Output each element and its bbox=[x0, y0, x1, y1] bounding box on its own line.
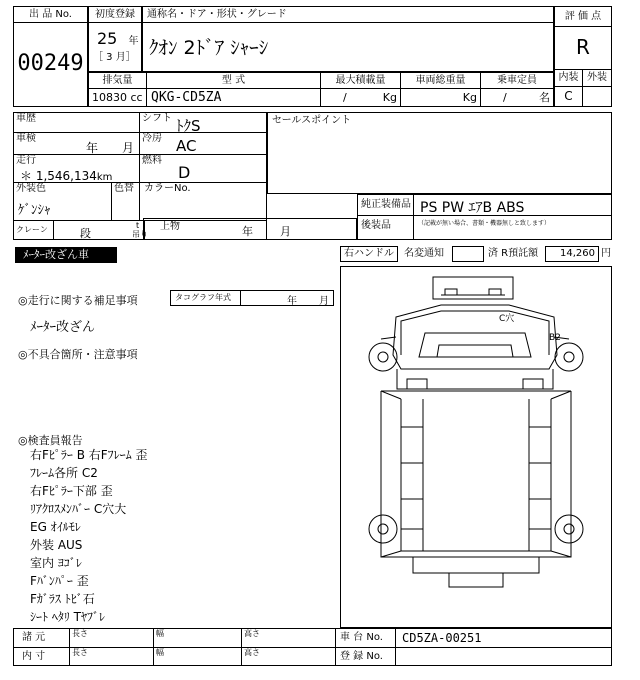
interior-value: C bbox=[555, 87, 583, 106]
recycle-unit: 円 bbox=[601, 248, 611, 259]
displacement-unit: cc bbox=[130, 91, 143, 104]
history-label: 車歴 bbox=[14, 113, 140, 132]
interior-exterior-values bbox=[555, 86, 611, 106]
inspector-line: EG ｵｲﾙﾓﾚ bbox=[30, 520, 81, 534]
chassis-value: CD5ZA-00251 bbox=[402, 631, 482, 645]
exterior-value bbox=[583, 87, 611, 106]
front-right-wheel bbox=[555, 343, 583, 371]
dims-length-label: 長さ bbox=[70, 629, 154, 647]
dims-height-label: 高さ bbox=[242, 629, 336, 647]
capacity-label: 乗車定員 bbox=[481, 73, 553, 89]
truck-diagram-box bbox=[340, 266, 612, 628]
interior-exterior-labels bbox=[555, 69, 611, 86]
mirror-frame bbox=[433, 277, 513, 299]
grade-label: 評 価 点 bbox=[555, 7, 611, 27]
type-cell bbox=[147, 73, 321, 106]
tachograph-year: 年 bbox=[287, 296, 297, 307]
right-hand-label: 右ハンドル bbox=[340, 246, 398, 262]
fuel-value: D bbox=[178, 163, 191, 182]
inspection-cell bbox=[14, 133, 140, 154]
inspector-line: 右Fﾋﾟﾗｰ下部 歪 bbox=[30, 484, 113, 498]
interior-length-label: 長さ bbox=[70, 648, 154, 665]
selling-points-label: セールスポイント bbox=[272, 115, 352, 126]
shift-label: シフト bbox=[142, 113, 172, 124]
shift-value: ﾄｸS bbox=[176, 117, 201, 135]
tachograph-month: 月 bbox=[319, 296, 329, 307]
footer-table bbox=[13, 628, 612, 666]
crane-dan: 段 bbox=[80, 227, 91, 240]
loading-label: 上物 bbox=[160, 221, 180, 232]
lot-number-box bbox=[13, 6, 88, 107]
first-registration-month: ［ 3 月］ bbox=[93, 52, 136, 63]
loading-box bbox=[143, 218, 357, 240]
mileage-unit: km bbox=[96, 172, 113, 183]
year-unit: 年 bbox=[128, 36, 139, 47]
front-left-wheel bbox=[369, 343, 397, 371]
equipment-label: 純正装備品 bbox=[358, 195, 414, 215]
model-label: 通称名・ドア・形状・グレード bbox=[143, 7, 553, 23]
equipment-value: PS PW ｴｱB ABS bbox=[420, 200, 525, 216]
interior-dims-row bbox=[14, 648, 611, 666]
max-load-unit: Kg bbox=[382, 91, 397, 104]
inspection-month: 月 bbox=[122, 141, 135, 155]
driving-notes-label: ◎走行に関する補足事項 bbox=[18, 294, 138, 307]
inspector-line: ﾌﾚｰﾑ各所 C2 bbox=[30, 466, 98, 480]
interior-dims-label: 内 寸 bbox=[14, 648, 70, 665]
equipment-box bbox=[357, 194, 612, 216]
displacement-row bbox=[89, 89, 146, 106]
exterior-label: 外装 bbox=[587, 72, 607, 83]
dims-row bbox=[14, 629, 611, 648]
color-row bbox=[14, 183, 266, 221]
driving-note: ﾒｰﾀｰ改ざん bbox=[30, 320, 96, 335]
mileage-display bbox=[20, 167, 112, 184]
recycle-value-box bbox=[545, 246, 599, 262]
color-code-label: カラーNo. bbox=[144, 183, 191, 194]
inspector-line: ｼｰﾄ ﾍﾀﾘ Tﾔﾌﾞﾚ bbox=[30, 610, 105, 624]
color-value: ｹﾞﾝｼｬ bbox=[18, 203, 51, 218]
ac-label: 冷房 bbox=[142, 133, 162, 144]
max-load-label: 最大積載量 bbox=[321, 73, 400, 89]
capacity-cell bbox=[481, 73, 553, 106]
rear-bumper bbox=[449, 573, 503, 587]
max-load-cell bbox=[321, 73, 401, 106]
fuel-label: 燃料 bbox=[142, 155, 162, 166]
crane-t: t bbox=[136, 221, 140, 230]
truck-diagram bbox=[341, 267, 611, 627]
inspection-year: 年 bbox=[86, 141, 99, 155]
tachograph-box bbox=[170, 290, 334, 306]
color-cell bbox=[14, 183, 112, 220]
ac-value: AC bbox=[176, 137, 197, 155]
displacement-cell bbox=[89, 73, 147, 106]
inspector-line: Fﾊﾞﾝﾊﾟｰ 歪 bbox=[30, 574, 89, 588]
interior-height-label: 高さ bbox=[242, 648, 336, 665]
gross-weight-unit: Kg bbox=[462, 91, 477, 104]
recycle-value: 14,260 bbox=[560, 248, 595, 259]
gross-weight-label: 車両総重量 bbox=[401, 73, 480, 89]
inspector-line: Fｶﾞﾗｽ ﾄﾋﾞ石 bbox=[30, 592, 95, 606]
loading-month: 月 bbox=[280, 225, 291, 238]
recycle-label: 済 R預託額 bbox=[488, 248, 539, 259]
rear-left-wheel bbox=[369, 515, 397, 543]
lot-number: 00249 bbox=[17, 51, 84, 76]
displacement-value: 10830 bbox=[92, 91, 127, 104]
inspection-row bbox=[14, 133, 266, 155]
inspection-label: 車検 bbox=[16, 133, 36, 144]
aftermarket-note: （記載が無い場合、書類・機器無しと致します） bbox=[418, 220, 551, 227]
mileage-label: 走行 bbox=[16, 155, 36, 166]
odometer-badge: ﾒｰﾀｰ改ざん車 bbox=[15, 247, 117, 263]
inspector-line: 室内 ﾖｺﾞﾚ bbox=[30, 556, 82, 570]
diagram-mark-c: C穴 bbox=[499, 314, 515, 324]
dims-width-label: 幅 bbox=[154, 629, 242, 647]
capacity-unit: 名 bbox=[539, 91, 550, 104]
first-registration-label: 初度登録 bbox=[89, 7, 141, 23]
inspector-label: ◎検査員報告 bbox=[18, 434, 83, 447]
model-name: ｸｵﾝ 2ﾄﾞｱ ｼｬｰｼ bbox=[149, 37, 269, 59]
loading-year: 年 bbox=[242, 225, 253, 238]
gross-weight-cell bbox=[401, 73, 481, 106]
mileage-value: ＊ 1,546,134 bbox=[20, 169, 97, 183]
tachograph-label: タコグラフ年式 bbox=[171, 291, 241, 305]
capacity-value: / bbox=[503, 91, 507, 104]
inspector-line: 右Fﾋﾟﾗｰ B 右Fﾌﾚｰﾑ 歪 bbox=[30, 448, 148, 462]
first-registration-box bbox=[88, 6, 142, 72]
aftermarket-label: 後装品 bbox=[358, 216, 414, 239]
inspector-line: ﾘｱｸﾛｽﾒﾝﾊﾞｰ C穴大 bbox=[30, 502, 127, 516]
chassis-label: 車 台 No. bbox=[336, 629, 396, 647]
lot-number-label: 出 品 No. bbox=[14, 7, 87, 23]
interior-label: 内装 bbox=[555, 70, 583, 86]
type-value: QKG-CD5ZA bbox=[151, 90, 222, 105]
first-registration-year: 25 bbox=[97, 29, 118, 48]
mileage-cell bbox=[14, 155, 140, 182]
displacement-label: 排気量 bbox=[89, 73, 146, 89]
max-load-value: / bbox=[343, 91, 347, 104]
rear-right-wheel bbox=[555, 515, 583, 543]
registration-label: 登 録 No. bbox=[336, 648, 396, 665]
name-change-label: 名変通知 bbox=[404, 248, 444, 259]
selling-points-box bbox=[267, 112, 612, 194]
aftermarket-box bbox=[357, 216, 612, 240]
name-change-checkbox bbox=[452, 246, 484, 262]
history-row bbox=[14, 113, 266, 133]
grade-value: R bbox=[576, 35, 590, 59]
mileage-row bbox=[14, 155, 266, 183]
dims-label: 諸 元 bbox=[14, 629, 70, 647]
model-box bbox=[142, 6, 554, 72]
inspector-line: 外装 AUS bbox=[30, 538, 83, 552]
color-label: 外装色 bbox=[16, 183, 46, 194]
spec-row bbox=[88, 72, 554, 107]
type-label: 型 式 bbox=[147, 73, 320, 89]
defects-label: ◎不具合箇所・注意事項 bbox=[18, 348, 138, 361]
grade-box bbox=[554, 6, 612, 107]
crane-label: クレーン bbox=[14, 221, 54, 240]
crane-hang: 吊り bbox=[132, 230, 148, 239]
color-change-label: 色替 bbox=[112, 183, 140, 220]
interior-width-label: 幅 bbox=[154, 648, 242, 665]
diagram-mark-b2: B2 bbox=[549, 333, 561, 343]
cab-outline bbox=[393, 305, 557, 369]
inspector-lines bbox=[30, 446, 330, 626]
first-registration-year-row bbox=[89, 23, 141, 48]
